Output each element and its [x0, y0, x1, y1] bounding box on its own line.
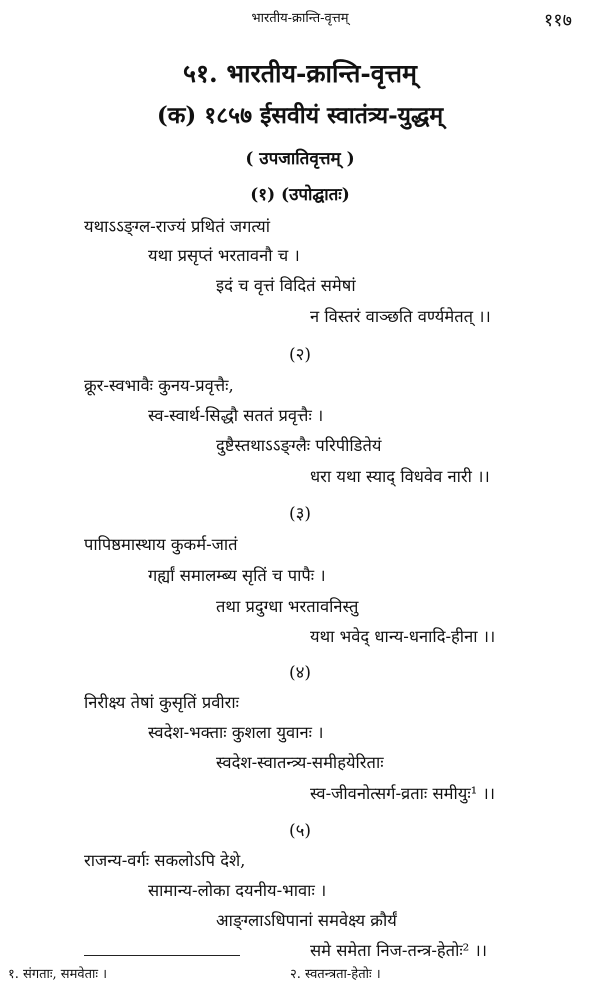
meter-label: ( उपजातिवृत्तम् ) [245, 149, 355, 169]
verse-line: स्वदेश-भक्ताः कुशला युवानः । [148, 723, 324, 742]
footnote-2: २. स्वतन्त्रता-हेतोः । [290, 967, 381, 982]
verse-number: (३) [288, 504, 312, 524]
verse-line: गर्ह्यां समालम्ब्य सृतिं च पापैः । [148, 566, 326, 585]
verse-number: (५) [288, 821, 312, 841]
verse-line: स्व-जीवनोत्सर्ग-व्रताः समीयुः¹ ।। [310, 784, 496, 803]
section-title: (क) १८५७ ईसवीयं स्वातंत्र्य-युद्धम् [156, 102, 444, 129]
verse-line: दुष्टैस्तथाऽऽङ्ग्लैः परिपीडितेयं [216, 436, 382, 455]
verse-line: राजन्य-वर्गः सकलोऽपि देशे, [84, 851, 246, 870]
verse-line: तथा प्रदुग्धा भरतावनिस्तु [216, 597, 359, 616]
footnote-1: १. संगताः, समवेताः । [8, 967, 108, 982]
verse-number: (१) (उपोद्घातः) [250, 185, 350, 205]
verse-line: निरीक्ष्य तेषां कुसृतिं प्रवीराः [84, 693, 240, 712]
verse-number: (४) [288, 663, 312, 683]
running-title: भारतीय-क्रान्ति-वृत्तम् [251, 11, 349, 26]
verse-line: धरा यथा स्याद् विधवेव नारी ।। [310, 467, 490, 486]
footnote-rule [84, 955, 240, 956]
verse-line: स्व-स्वार्थ-सिद्धौ सततं प्रवृत्तैः । [148, 406, 324, 425]
verse-line: यथाऽऽङ्ग्ल-राज्यं प्रथितं जगत्यां [84, 217, 270, 236]
verse-number: (२) [288, 345, 312, 365]
verse-line: स्वदेश-स्वातन्त्र्य-समीहयेरिताः [216, 753, 384, 772]
chapter-title: ५१. भारतीय-क्रान्ति-वृत्तम् [183, 59, 417, 88]
verse-line: सामान्य-लोका दयनीय-भावाः । [148, 881, 327, 900]
page-number: ११७ [543, 10, 572, 31]
verse-line: इदं च वृत्तं विदितं समेषां [216, 276, 356, 295]
verse-line: आङ्ग्लाऽधिपानां समवेक्ष्य क्रौर्यं [216, 911, 397, 930]
verse-line: पापिष्ठमास्थाय कुकर्म-जातं [84, 535, 238, 554]
verse-line: यथा भवेद् धान्य-धनादि-हीना ।। [310, 627, 496, 646]
verse-line: यथा प्रसृप्तं भरतावनौ च । [148, 246, 300, 265]
verse-line: न विस्तरं वाञ्छति वर्ण्यमेतत् ।। [310, 307, 491, 326]
verse-line: समे समेता निज-तन्त्र-हेतोः² ।। [310, 941, 488, 960]
verse-line: क्रूर-स्वभावैः कुनय-प्रवृत्तैः, [84, 376, 234, 395]
